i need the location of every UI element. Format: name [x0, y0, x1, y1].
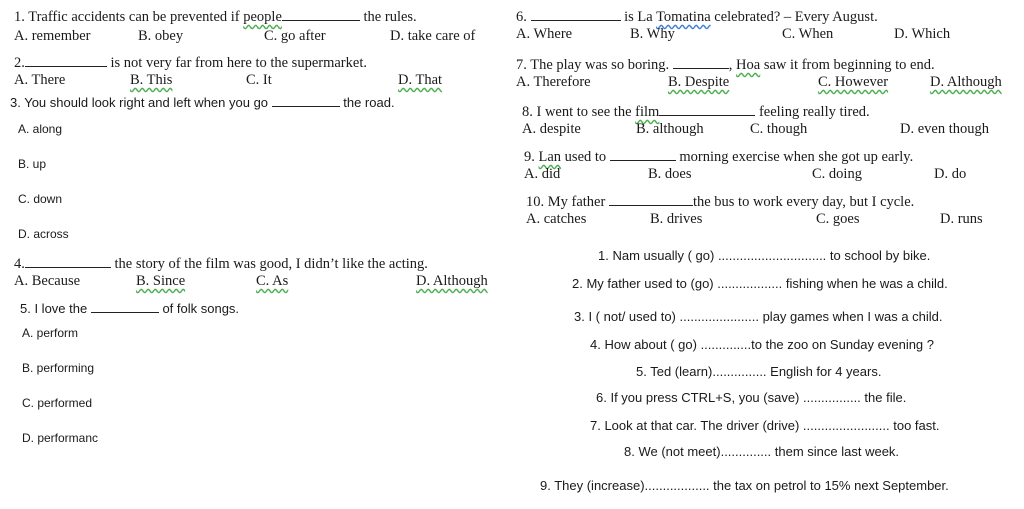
q5-option-c[interactable]: C. performed	[22, 396, 93, 410]
verb-item-text: 9. They (increase)	[540, 478, 645, 493]
verb-item-4	[590, 337, 934, 352]
q6-option-a[interactable]: A. Where	[516, 26, 573, 42]
answer-dots[interactable]: ..............	[700, 337, 752, 352]
question-text: 5. I love the	[20, 301, 91, 316]
verb-item-2	[572, 276, 948, 291]
answer-dots[interactable]: ..................	[717, 276, 783, 291]
question-text: 10. My father	[526, 194, 609, 210]
question-8-stem	[522, 103, 870, 121]
question-number: 1.	[14, 9, 25, 25]
question-text: Traffic accidents can be prevented if	[28, 9, 244, 25]
q7-option-b[interactable]: B. Despite	[668, 74, 730, 90]
answer-blank[interactable]	[25, 255, 111, 268]
verb-item-3	[574, 309, 943, 324]
q8-option-b[interactable]: B. although	[636, 121, 704, 137]
question-text: feeling really tired.	[755, 104, 870, 120]
verb-item-text: 2. My father used to (go)	[572, 276, 718, 291]
question-text: morning exercise when she got up early.	[675, 149, 914, 165]
q2-option-c[interactable]: C. It	[246, 72, 272, 88]
answer-dots[interactable]: ........................	[802, 418, 890, 433]
question-text: 8. I went to see the	[522, 104, 636, 120]
question-text: of folk songs.	[158, 301, 240, 316]
question-3-stem	[10, 94, 395, 110]
verb-item-text: 8. We (not meet)	[624, 444, 721, 459]
verb-item-text: 5. Ted (learn)	[636, 364, 713, 379]
q5-option-a[interactable]: A. perform	[22, 326, 79, 340]
answer-blank[interactable]	[673, 56, 729, 69]
question-text: the road.	[339, 95, 395, 110]
question-text: 7. The play was so boring.	[516, 57, 673, 73]
question-text: is not very far from here to the supermarket.	[106, 55, 367, 71]
verb-item-text: play games when I was a child.	[758, 309, 943, 324]
question-text: 3. You should look right and left when you go	[10, 95, 272, 110]
q7-option-c[interactable]: C. However	[818, 74, 889, 90]
question-text: Hoa	[736, 57, 761, 73]
answer-blank[interactable]	[91, 300, 159, 313]
answer-dots[interactable]: ..................	[644, 478, 710, 493]
question-text: people	[243, 9, 282, 25]
question-text: the rules.	[359, 9, 417, 25]
verb-item-text: too fast.	[889, 418, 940, 433]
verb-item-text: English for 4 years.	[766, 364, 882, 379]
verb-item-7	[590, 418, 939, 433]
question-text: celebrated? – Every August.	[710, 9, 878, 25]
question-number: 4.	[14, 256, 25, 272]
q5-option-d[interactable]: D. performanc	[22, 431, 99, 445]
verb-item-8	[624, 444, 899, 459]
q9-option-d[interactable]: D. do	[934, 166, 967, 182]
question-number: 2.	[14, 55, 25, 71]
q6-option-b[interactable]: B. Why	[630, 26, 675, 42]
answer-dots[interactable]: ..............................	[717, 248, 827, 263]
q7-option-d[interactable]: D. Although	[930, 74, 1002, 90]
q3-option-c[interactable]: C. down	[18, 192, 63, 206]
question-text: Tomatina	[656, 9, 711, 25]
q1-option-a[interactable]: A. remember	[14, 28, 91, 44]
verb-item-text: 6. If you press CTRL+S, you (save)	[596, 390, 803, 405]
question-text: film	[635, 104, 660, 120]
q10-option-b[interactable]: B. drives	[650, 211, 703, 227]
q10-option-d[interactable]: D. runs	[940, 211, 983, 227]
answer-blank[interactable]	[659, 103, 755, 116]
q4-option-d[interactable]: D. Although	[416, 273, 488, 289]
q2-option-a[interactable]: A. There	[14, 72, 66, 88]
q1-option-b[interactable]: B. obey	[138, 28, 184, 44]
q9-option-b[interactable]: B. does	[648, 166, 692, 182]
verb-item-1	[598, 248, 930, 263]
q5-option-b[interactable]: B. performing	[22, 361, 95, 375]
question-6-stem	[516, 8, 878, 26]
question-text: ,	[728, 57, 737, 73]
question-text: saw it from beginning to end.	[760, 57, 935, 73]
q4-option-a[interactable]: A. Because	[14, 273, 81, 289]
answer-blank[interactable]	[531, 8, 621, 21]
verb-item-5	[636, 364, 881, 379]
answer-dots[interactable]: ................	[803, 390, 861, 405]
verb-item-text: to school by bike.	[826, 248, 931, 263]
question-text: used to	[561, 149, 610, 165]
answer-dots[interactable]: ..............	[720, 444, 772, 459]
q8-option-d[interactable]: D. even though	[900, 121, 989, 137]
question-1-stem	[14, 8, 417, 26]
verb-item-9	[540, 478, 949, 493]
verb-item-text: to the zoo on Sunday evening ?	[751, 337, 935, 352]
verb-item-text: fishing when he was a child.	[782, 276, 948, 291]
question-2-stem	[14, 54, 367, 72]
answer-blank[interactable]	[25, 54, 107, 67]
q1-option-c[interactable]: C. go after	[264, 28, 326, 44]
q8-option-a[interactable]: A. despite	[522, 121, 581, 137]
q9-option-c[interactable]: C. doing	[812, 166, 862, 182]
q3-option-d[interactable]: D. across	[18, 227, 69, 241]
q10-option-a[interactable]: A. catches	[526, 211, 587, 227]
verb-item-text: the file.	[860, 390, 907, 405]
question-4-stem	[14, 255, 428, 273]
answer-blank[interactable]	[610, 148, 676, 161]
q4-option-b[interactable]: B. Since	[136, 273, 186, 289]
q3-option-a[interactable]: A. along	[18, 122, 63, 136]
answer-blank[interactable]	[609, 193, 693, 206]
verb-item-text: the tax on petrol to 15% next September.	[709, 478, 949, 493]
question-text: the bus to work every day, but I cycle.	[692, 194, 915, 210]
q10-option-c[interactable]: C. goes	[816, 211, 860, 227]
question-5-stem	[20, 300, 239, 316]
question-text: is La	[620, 9, 657, 25]
q6-option-d[interactable]: D. Which	[894, 26, 951, 42]
q8-option-c[interactable]: C. though	[750, 121, 808, 137]
verb-item-text: 7. Look at that car. The driver (drive)	[590, 418, 803, 433]
verb-item-text: 1. Nam usually ( go)	[598, 248, 718, 263]
answer-dots[interactable]: ......................	[679, 309, 759, 324]
q3-option-b[interactable]: B. up	[18, 157, 47, 171]
q7-option-a[interactable]: A. Therefore	[516, 74, 591, 90]
question-text: Lan	[538, 149, 562, 165]
q9-option-a[interactable]: A. did	[524, 166, 561, 182]
q4-option-c[interactable]: C. As	[256, 273, 289, 289]
verb-item-text: 4. How about ( go)	[590, 337, 701, 352]
question-text: the story of the film was good, I didn’t like the acting.	[110, 256, 428, 272]
verb-item-6	[596, 390, 906, 405]
question-number: 6.	[516, 9, 527, 25]
q1-option-d[interactable]: D. take care of	[390, 28, 476, 44]
q2-option-d[interactable]: D. That	[398, 72, 443, 88]
q6-option-c[interactable]: C. When	[782, 26, 834, 42]
question-7-stem	[516, 56, 935, 74]
q2-option-b[interactable]: B. This	[130, 72, 173, 88]
answer-blank[interactable]	[282, 8, 360, 21]
question-9-stem	[524, 148, 913, 166]
verb-item-text: them since last week.	[771, 444, 900, 459]
answer-dots[interactable]: ...............	[712, 364, 767, 379]
answer-blank[interactable]	[272, 94, 340, 107]
verb-item-text: 3. I ( not/ used to)	[574, 309, 680, 324]
question-number: 9.	[524, 149, 539, 165]
question-10-stem	[526, 193, 914, 211]
